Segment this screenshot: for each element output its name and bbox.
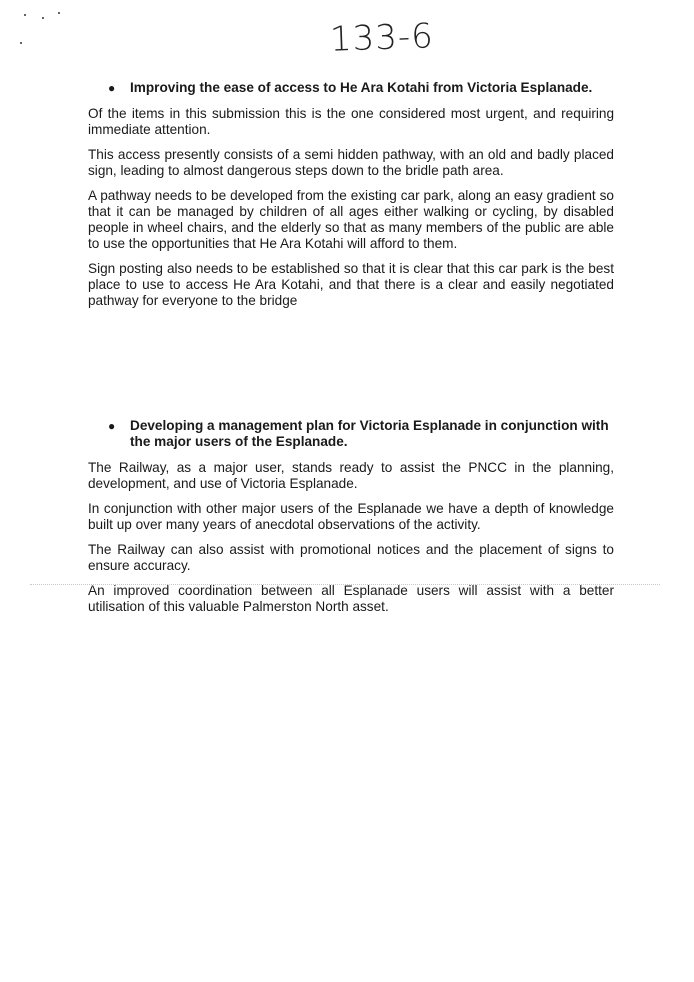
handwritten-page-number: 133-6: [329, 16, 435, 60]
scan-specks: [18, 8, 78, 48]
speck: [24, 14, 26, 16]
paragraph: Sign posting also needs to be established so that it is clear that this car park is the best place to use to access He Ara Kotahi, and that there is a clear and easily negotiated pathway for everyone to the bridge: [88, 261, 614, 308]
speck: [42, 17, 44, 19]
section-management-plan: [88, 418, 614, 624]
paragraph: An improved coordination between all Esplanade users will assist with a better utilisation of this valuable Palmerston North asset.: [88, 583, 614, 614]
section-ease-of-access: [88, 80, 614, 318]
bullet-icon: ●: [108, 419, 116, 433]
paragraph: Of the items in this submission this is the one considered most urgent, and requiring immediate attention.: [88, 106, 614, 137]
speck: [20, 42, 22, 44]
speck: [58, 12, 60, 14]
paragraph: The Railway can also assist with promotional notices and the placement of signs to ensure accuracy.: [88, 542, 614, 573]
paragraph: This access presently consists of a semi hidden pathway, with an old and badly placed sign, leading to almost dangerous steps down to the bridle path area.: [88, 147, 614, 178]
section-heading: [88, 80, 614, 96]
heading-text: Developing a management plan for Victoria Esplanade in conjunction with the major users of the Esplanade.: [130, 418, 609, 449]
paragraph: The Railway, as a major user, stands ready to assist the PNCC in the planning, development, and use of Victoria Esplanade.: [88, 460, 614, 491]
heading-text: Improving the ease of access to He Ara Kotahi from Victoria Esplanade.: [130, 80, 593, 95]
section-heading: [88, 418, 614, 450]
scan-artifact-line: [30, 584, 660, 585]
paragraph: In conjunction with other major users of the Esplanade we have a depth of knowledge built up over many years of anecdotal observations of the activity.: [88, 501, 614, 532]
bullet-icon: ●: [108, 81, 116, 95]
paragraph: A pathway needs to be developed from the existing car park, along an easy gradient so that it can be managed by children of all ages either walking or cycling, by disabled people in wheel chairs, and the elderly so that as many members of the public are able to use the opportunities that He Ara Kotahi will afford to them.: [88, 188, 614, 251]
